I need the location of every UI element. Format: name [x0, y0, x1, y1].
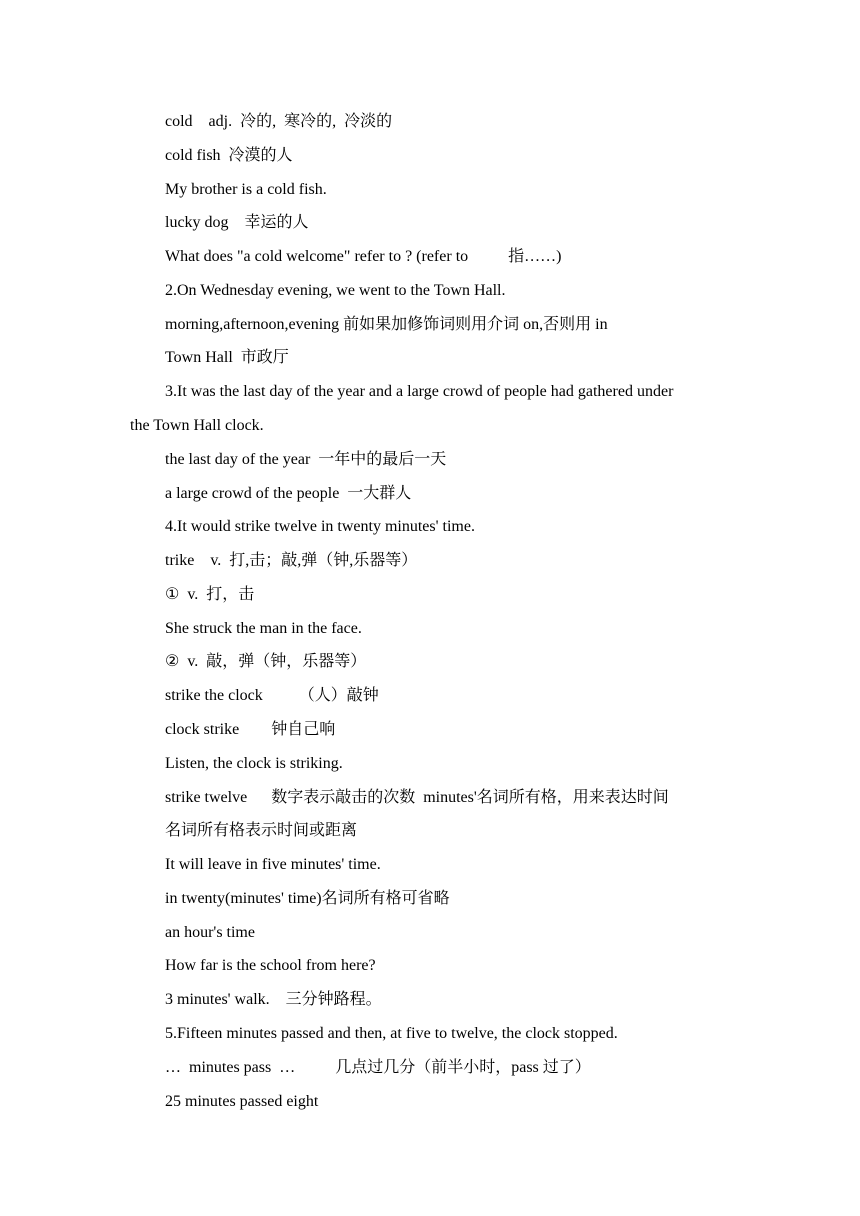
text-line: a large crowd of the people 一大群人: [165, 485, 412, 502]
text-line: the last day of the year 一年中的最后一天: [165, 451, 447, 468]
text-line: cold adj. 冷的, 寒冷的, 冷淡的: [165, 113, 393, 130]
text-line: lucky dog 幸运的人: [165, 214, 309, 231]
text-line: in twenty(minutes' time)名词所有格可省略: [165, 890, 450, 907]
text-line: ① v. 打，击: [165, 586, 255, 603]
text-line: clock strike 钟自己响: [165, 721, 336, 738]
text-line: What does "a cold welcome" refer to ? (refer to 指……): [165, 248, 562, 265]
text-line: 3 minutes' walk. 三分钟路程。: [165, 991, 382, 1008]
text-line: morning,afternoon,evening 前如果加修饰词则用介词 on,否则用 in: [165, 316, 608, 333]
text-line: strike twelve 数字表示敲击的次数 minutes'名词所有格，用来表达时间: [165, 789, 669, 806]
text-line: 25 minutes passed eight: [165, 1093, 319, 1110]
text-line: … minutes pass … 几点过几分（前半小时，pass 过了）: [165, 1059, 591, 1076]
text-line: She struck the man in the face.: [165, 620, 362, 637]
text-line: the Town Hall clock.: [130, 417, 264, 434]
text-line: 2.On Wednesday evening, we went to the Town Hall.: [165, 282, 506, 299]
text-line: an hour's time: [165, 924, 255, 941]
text-line: 4.It would strike twelve in twenty minutes' time.: [165, 518, 475, 535]
text-line: 名词所有格表示时间或距离: [165, 822, 358, 839]
text-line: Town Hall 市政厅: [165, 349, 289, 366]
text-line: trike v. 打,击；敲,弹（钟,乐器等）: [165, 552, 418, 569]
text-line: cold fish 冷漠的人: [165, 147, 293, 164]
text-line: ② v. 敲，弹（钟，乐器等）: [165, 653, 367, 670]
text-line: strike the clock （人）敲钟: [165, 687, 379, 704]
text-line: 3.It was the last day of the year and a large crowd of people had gathered under: [165, 383, 674, 400]
text-line: Listen, the clock is striking.: [165, 755, 343, 772]
text-line: My brother is a cold fish.: [165, 181, 327, 198]
text-line: How far is the school from here?: [165, 957, 376, 974]
text-line: It will leave in five minutes' time.: [165, 856, 381, 873]
text-line: 5.Fifteen minutes passed and then, at five to twelve, the clock stopped.: [165, 1025, 618, 1042]
